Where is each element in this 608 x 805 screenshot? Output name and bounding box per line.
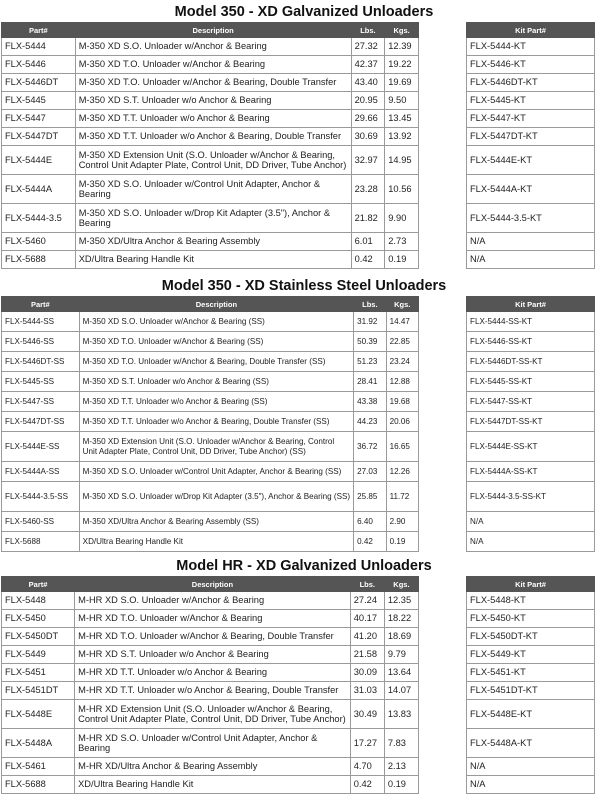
part-number: FLX-5460: [2, 233, 76, 251]
weight-kgs: 18.22: [384, 610, 418, 628]
table-row: [2, 512, 419, 532]
table-row: [2, 700, 419, 729]
description: M-350 XD S.O. Unloader w/Drop Kit Adapter (3.5"), Anchor & Bearing: [75, 204, 351, 233]
table-row: [467, 682, 595, 700]
weight-lbs: 36.72: [354, 432, 386, 462]
kit-part-number: FLX-5447DT-KT: [467, 128, 595, 146]
weight-lbs: 25.85: [354, 482, 386, 512]
weight-kgs: 22.85: [386, 332, 418, 352]
part-number: FLX-5444: [2, 38, 76, 56]
table-row: [467, 146, 595, 175]
header-row: [467, 23, 595, 38]
description: M-350 XD Extension Unit (S.O. Unloader w/Anchor & Bearing, Control Unit Adapter Plate, Control Unit, DD Driver, Tube Anchor): [75, 146, 351, 175]
part-number: FLX-5446DT: [2, 74, 76, 92]
kit-part-number: FLX-5445-SS-KT: [467, 372, 595, 392]
kit-part-number: FLX-5447-SS-KT: [467, 392, 595, 412]
weight-lbs: 50.39: [354, 332, 386, 352]
weight-lbs: 27.32: [351, 38, 385, 56]
kit-parts-table: [466, 22, 595, 269]
table-row: [467, 128, 595, 146]
description: M-350 XD S.O. Unloader w/Anchor & Bearing: [75, 38, 351, 56]
table-row: [2, 251, 419, 269]
part-number: FLX-5444E-SS: [2, 432, 80, 462]
kit-part-number: N/A: [467, 251, 595, 269]
header-row: [2, 577, 419, 592]
part-number: FLX-5461: [2, 758, 75, 776]
table-row: [2, 646, 419, 664]
part-number: FLX-5448: [2, 592, 75, 610]
table-row: [2, 204, 419, 233]
description: M-HR XD T.T. Unloader w/o Anchor & Bearing, Double Transfer: [75, 682, 351, 700]
kit-part-number: FLX-5444-KT: [467, 38, 595, 56]
part-column-header: Part#: [2, 297, 80, 312]
table-row: [467, 482, 595, 512]
description-column-header: Description: [75, 577, 351, 592]
description: M-350 XD S.O. Unloader w/Control Unit Adapter, Anchor & Bearing: [75, 175, 351, 204]
description-column-header: Description: [79, 297, 353, 312]
lbs-column-header: Lbs.: [351, 23, 385, 38]
table-row: [2, 92, 419, 110]
table-row: [467, 56, 595, 74]
description: M-HR XD/Ultra Anchor & Bearing Assembly: [75, 758, 351, 776]
part-number: FLX-5444E: [2, 146, 76, 175]
table-row: [2, 664, 419, 682]
weight-kgs: 11.72: [386, 482, 418, 512]
weight-lbs: 43.38: [354, 392, 386, 412]
kit-part-number: FLX-5447-KT: [467, 110, 595, 128]
description: M-350 XD T.T. Unloader w/o Anchor & Bearing, Double Transfer: [75, 128, 351, 146]
kgs-column-header: Kgs.: [386, 297, 418, 312]
table-row: [467, 392, 595, 412]
weight-lbs: 4.70: [350, 758, 384, 776]
part-number: FLX-5444A-SS: [2, 462, 80, 482]
kit-part-column-header: Kit Part#: [467, 23, 595, 38]
weight-lbs: 27.03: [354, 462, 386, 482]
weight-kgs: 9.79: [384, 646, 418, 664]
weight-lbs: 43.40: [351, 74, 385, 92]
description: M-HR XD Extension Unit (S.O. Unloader w/Anchor & Bearing, Control Unit Adapter Plate, Control Unit, DD Driver, Tube Anchor): [75, 700, 351, 729]
description: M-350 XD S.O. Unloader w/Drop Kit Adapter (3.5"), Anchor & Bearing (SS): [79, 482, 353, 512]
part-number: FLX-5451: [2, 664, 75, 682]
weight-kgs: 12.39: [385, 38, 419, 56]
part-number: FLX-5450: [2, 610, 75, 628]
part-number: FLX-5444-SS: [2, 312, 80, 332]
table-row: [467, 233, 595, 251]
description: M-350 XD S.T. Unloader w/o Anchor & Bearing: [75, 92, 351, 110]
weight-kgs: 12.35: [384, 592, 418, 610]
kit-part-number: FLX-5444E-SS-KT: [467, 432, 595, 462]
description: M-350 XD Extension Unit (S.O. Unloader w/Anchor & Bearing, Control Unit Adapter Plate, Control Unit, DD Driver, Tube Anchor) (SS): [79, 432, 353, 462]
table-row: [2, 482, 419, 512]
description: M-HR XD T.T. Unloader w/o Anchor & Bearing: [75, 664, 351, 682]
weight-kgs: 2.73: [385, 233, 419, 251]
description: M-HR XD S.O. Unloader w/Anchor & Bearing: [75, 592, 351, 610]
weight-kgs: 13.83: [384, 700, 418, 729]
kit-part-number: FLX-5444-SS-KT: [467, 312, 595, 332]
part-column-header: Part#: [2, 23, 76, 38]
part-number: FLX-5447: [2, 110, 76, 128]
lbs-column-header: Lbs.: [354, 297, 386, 312]
weight-kgs: 16.65: [386, 432, 418, 462]
table-row: [2, 74, 419, 92]
weight-lbs: 21.58: [350, 646, 384, 664]
weight-kgs: 7.83: [384, 729, 418, 758]
kit-parts-table: [466, 576, 595, 794]
kit-part-number: FLX-5444E-KT: [467, 146, 595, 175]
description: XD/Ultra Bearing Handle Kit: [75, 776, 351, 794]
table-row: [467, 646, 595, 664]
description: M-350 XD S.O. Unloader w/Control Unit Adapter, Anchor & Bearing (SS): [79, 462, 353, 482]
kit-part-number: FLX-5447DT-SS-KT: [467, 412, 595, 432]
weight-lbs: 29.66: [351, 110, 385, 128]
description: M-350 XD/Ultra Anchor & Bearing Assembly: [75, 233, 351, 251]
table-row: [467, 251, 595, 269]
kit-part-column-header: Kit Part#: [467, 297, 595, 312]
weight-lbs: 0.42: [350, 776, 384, 794]
table-row: [467, 92, 595, 110]
weight-lbs: 41.20: [350, 628, 384, 646]
weight-lbs: 6.40: [354, 512, 386, 532]
kit-part-number: N/A: [467, 776, 595, 794]
description: M-350 XD T.O. Unloader w/Anchor & Bearing (SS): [79, 332, 353, 352]
table-row: [467, 776, 595, 794]
weight-kgs: 9.90: [385, 204, 419, 233]
kit-part-number: FLX-5450-KT: [467, 610, 595, 628]
part-number: FLX-5688: [2, 532, 80, 552]
table-row: [467, 412, 595, 432]
table-row: [467, 729, 595, 758]
weight-lbs: 31.03: [350, 682, 384, 700]
kit-part-number: FLX-5444A-KT: [467, 175, 595, 204]
table-row: [2, 432, 419, 462]
kit-part-number: N/A: [467, 758, 595, 776]
table-row: [2, 392, 419, 412]
weight-kgs: 19.69: [385, 74, 419, 92]
table-row: [467, 332, 595, 352]
kit-part-number: FLX-5444-3.5-KT: [467, 204, 595, 233]
part-number: FLX-5688: [2, 251, 76, 269]
table-row: [2, 312, 419, 332]
part-number: FLX-5446-SS: [2, 332, 80, 352]
table-row: [2, 592, 419, 610]
description: M-350 XD T.T. Unloader w/o Anchor & Bearing, Double Transfer (SS): [79, 412, 353, 432]
weight-kgs: 0.19: [386, 532, 418, 552]
weight-kgs: 2.13: [384, 758, 418, 776]
weight-kgs: 13.64: [384, 664, 418, 682]
parts-table: [1, 22, 419, 269]
kit-part-number: FLX-5451DT-KT: [467, 682, 595, 700]
kit-part-number: FLX-5444A-SS-KT: [467, 462, 595, 482]
table-row: [467, 38, 595, 56]
description-column-header: Description: [75, 23, 351, 38]
weight-lbs: 40.17: [350, 610, 384, 628]
kit-part-column-header: Kit Part#: [467, 577, 595, 592]
part-number: FLX-5688: [2, 776, 75, 794]
weight-kgs: 19.68: [386, 392, 418, 412]
description: M-350 XD T.T. Unloader w/o Anchor & Bearing: [75, 110, 351, 128]
description: M-HR XD T.O. Unloader w/Anchor & Bearing: [75, 610, 351, 628]
kit-part-number: FLX-5449-KT: [467, 646, 595, 664]
kit-part-number: FLX-5448-KT: [467, 592, 595, 610]
description: M-350 XD S.T. Unloader w/o Anchor & Bearing (SS): [79, 372, 353, 392]
part-number: FLX-5444A: [2, 175, 76, 204]
parts-table: [1, 576, 419, 794]
weight-kgs: 14.47: [386, 312, 418, 332]
weight-kgs: 18.69: [384, 628, 418, 646]
kit-part-number: FLX-5444-3.5-SS-KT: [467, 482, 595, 512]
weight-lbs: 23.28: [351, 175, 385, 204]
weight-lbs: 0.42: [354, 532, 386, 552]
weight-lbs: 31.92: [354, 312, 386, 332]
part-number: FLX-5449: [2, 646, 75, 664]
table-row: [2, 128, 419, 146]
part-number: FLX-5450DT: [2, 628, 75, 646]
part-number: FLX-5445: [2, 92, 76, 110]
table-row: [467, 664, 595, 682]
weight-kgs: 20.06: [386, 412, 418, 432]
table-row: [467, 352, 595, 372]
part-column-header: Part#: [2, 577, 75, 592]
weight-lbs: 30.69: [351, 128, 385, 146]
description: M-350 XD T.O. Unloader w/Anchor & Bearing, Double Transfer: [75, 74, 351, 92]
weight-kgs: 0.19: [384, 776, 418, 794]
description: M-HR XD S.O. Unloader w/Control Unit Adapter, Anchor & Bearing: [75, 729, 351, 758]
table-row: [467, 312, 595, 332]
weight-lbs: 28.41: [354, 372, 386, 392]
description: XD/Ultra Bearing Handle Kit: [75, 251, 351, 269]
table-row: [467, 628, 595, 646]
weight-kgs: 13.92: [385, 128, 419, 146]
description: M-HR XD S.T. Unloader w/o Anchor & Bearing: [75, 646, 351, 664]
description: M-350 XD T.O. Unloader w/Anchor & Bearing, Double Transfer (SS): [79, 352, 353, 372]
header-row: [2, 23, 419, 38]
kit-part-number: FLX-5448E-KT: [467, 700, 595, 729]
part-number: FLX-5460-SS: [2, 512, 80, 532]
weight-lbs: 17.27: [350, 729, 384, 758]
table-row: [2, 462, 419, 482]
header-row: [2, 297, 419, 312]
section-title: Model 350 - XD Galvanized Unloaders: [174, 4, 434, 20]
weight-kgs: 23.24: [386, 352, 418, 372]
table-row: [467, 758, 595, 776]
kit-part-number: FLX-5451-KT: [467, 664, 595, 682]
section-title: Model 350 - XD Stainless Steel Unloaders: [161, 278, 447, 294]
kit-part-number: FLX-5446DT-SS-KT: [467, 352, 595, 372]
table-row: [467, 204, 595, 233]
table-row: [467, 432, 595, 462]
weight-lbs: 0.42: [351, 251, 385, 269]
weight-kgs: 10.56: [385, 175, 419, 204]
weight-kgs: 14.07: [384, 682, 418, 700]
table-row: [2, 56, 419, 74]
table-row: [467, 700, 595, 729]
table-row: [467, 532, 595, 552]
kit-part-number: FLX-5446DT-KT: [467, 74, 595, 92]
weight-lbs: 51.23: [354, 352, 386, 372]
part-number: FLX-5446: [2, 56, 76, 74]
table-row: [467, 610, 595, 628]
kit-part-number: N/A: [467, 532, 595, 552]
part-number: FLX-5447DT: [2, 128, 76, 146]
weight-lbs: 44.23: [354, 412, 386, 432]
weight-kgs: 0.19: [385, 251, 419, 269]
part-number: FLX-5448A: [2, 729, 75, 758]
weight-kgs: 13.45: [385, 110, 419, 128]
part-number: FLX-5448E: [2, 700, 75, 729]
table-row: [2, 332, 419, 352]
section-title: Model HR - XD Galvanized Unloaders: [176, 558, 432, 574]
table-row: [467, 110, 595, 128]
table-row: [2, 412, 419, 432]
table-row: [2, 110, 419, 128]
weight-kgs: 12.26: [386, 462, 418, 482]
part-number: FLX-5445-SS: [2, 372, 80, 392]
kgs-column-header: Kgs.: [384, 577, 418, 592]
table-row: [2, 758, 419, 776]
weight-lbs: 42.37: [351, 56, 385, 74]
table-row: [2, 233, 419, 251]
table-row: [467, 592, 595, 610]
table-row: [2, 776, 419, 794]
table-row: [467, 462, 595, 482]
part-number: FLX-5444-3.5: [2, 204, 76, 233]
weight-lbs: 6.01: [351, 233, 385, 251]
weight-lbs: 20.95: [351, 92, 385, 110]
weight-lbs: 32.97: [351, 146, 385, 175]
description: XD/Ultra Bearing Handle Kit: [79, 532, 353, 552]
weight-lbs: 21.82: [351, 204, 385, 233]
kit-part-number: FLX-5446-SS-KT: [467, 332, 595, 352]
table-row: [2, 352, 419, 372]
description: M-350 XD T.T. Unloader w/o Anchor & Bearing (SS): [79, 392, 353, 412]
weight-kgs: 19.22: [385, 56, 419, 74]
table-row: [2, 38, 419, 56]
description: M-350 XD/Ultra Anchor & Bearing Assembly (SS): [79, 512, 353, 532]
weight-kgs: 12.88: [386, 372, 418, 392]
weight-lbs: 27.24: [350, 592, 384, 610]
part-number: FLX-5447DT-SS: [2, 412, 80, 432]
part-number: FLX-5446DT-SS: [2, 352, 80, 372]
header-row: [467, 577, 595, 592]
kgs-column-header: Kgs.: [385, 23, 419, 38]
table-row: [467, 372, 595, 392]
table-row: [2, 146, 419, 175]
part-number: FLX-5444-3.5-SS: [2, 482, 80, 512]
part-number: FLX-5447-SS: [2, 392, 80, 412]
description: M-350 XD S.O. Unloader w/Anchor & Bearing (SS): [79, 312, 353, 332]
kit-part-number: N/A: [467, 233, 595, 251]
table-row: [2, 729, 419, 758]
table-row: [2, 532, 419, 552]
table-row: [2, 682, 419, 700]
part-number: FLX-5451DT: [2, 682, 75, 700]
description: M-350 XD T.O. Unloader w/Anchor & Bearing: [75, 56, 351, 74]
description: M-HR XD T.O. Unloader w/Anchor & Bearing, Double Transfer: [75, 628, 351, 646]
table-row: [467, 74, 595, 92]
kit-part-number: FLX-5446-KT: [467, 56, 595, 74]
kit-part-number: N/A: [467, 512, 595, 532]
table-row: [467, 175, 595, 204]
table-row: [2, 372, 419, 392]
kit-parts-table: [466, 296, 595, 552]
kit-part-number: FLX-5445-KT: [467, 92, 595, 110]
table-row: [467, 512, 595, 532]
weight-lbs: 30.49: [350, 700, 384, 729]
table-row: [2, 175, 419, 204]
lbs-column-header: Lbs.: [350, 577, 384, 592]
kit-part-number: FLX-5448A-KT: [467, 729, 595, 758]
weight-kgs: 2.90: [386, 512, 418, 532]
parts-table: [1, 296, 419, 552]
kit-part-number: FLX-5450DT-KT: [467, 628, 595, 646]
weight-lbs: 30.09: [350, 664, 384, 682]
header-row: [467, 297, 595, 312]
table-row: [2, 610, 419, 628]
table-row: [2, 628, 419, 646]
weight-kgs: 14.95: [385, 146, 419, 175]
weight-kgs: 9.50: [385, 92, 419, 110]
